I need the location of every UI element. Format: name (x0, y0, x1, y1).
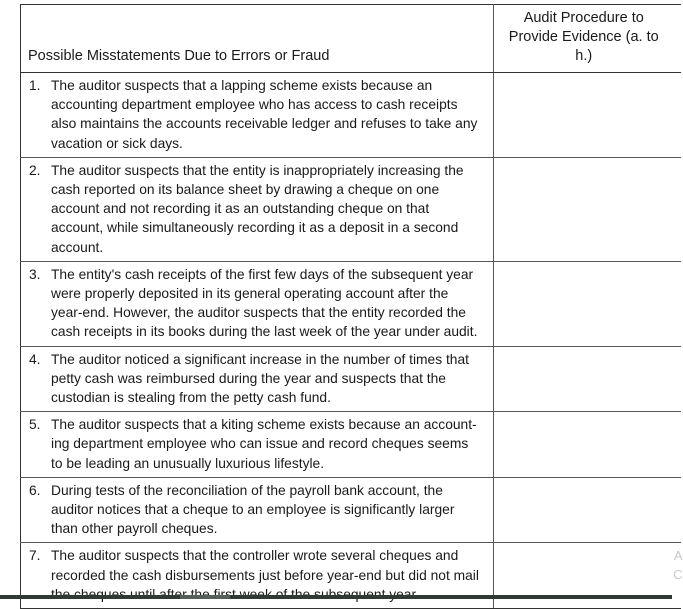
table-row (21, 261, 681, 346)
misstatement-text: The auditor noticed a significant increase in the number of times that petty cash was reimbursed during the year and suspects that the custodian is stealing from the petty cash fund. (51, 351, 469, 406)
edge-text-fragment: A C (673, 548, 683, 583)
column-header-audit-procedure-line2: Provide Evidence (a. to h.) (508, 29, 659, 64)
misstatement-cell (21, 73, 494, 158)
procedure-cell (494, 261, 681, 346)
row-number: 4. (29, 351, 41, 367)
procedure-cell (494, 157, 681, 261)
table-row (21, 412, 681, 478)
row-number: 1. (29, 78, 41, 93)
procedure-cell (494, 73, 681, 158)
column-header-audit-procedure-line1: Audit Procedure to (523, 10, 644, 26)
misstatement-text: The auditor suspects that the entity is inappropriately increasing the cash reported on its balance sheet by drawing a cheque on one account and not recording it as an outstanding cheque on that account, while simultaneously recording it as a deposit in a second account. (51, 162, 464, 255)
table-header-row (21, 5, 681, 73)
procedure-cell (494, 346, 681, 412)
misstatement-text: The auditor suspects that a kiting scheme exists because an account-ing department employee who can issue and record cheques seems to be leading an unusually luxurious lifestyle. (51, 417, 477, 471)
procedure-cell (494, 477, 681, 543)
bottom-edge-bar (0, 595, 672, 599)
misstatement-text: The auditor suspects that the controller wrote several cheques and recorded the cash disbursements just before year-end but did not mail (51, 548, 479, 583)
procedure-cell (494, 412, 681, 478)
column-header-audit-procedure (494, 5, 681, 73)
misstatement-cell (21, 477, 494, 543)
misstatement-text: During tests of the reconciliation of the payroll bank account, the auditor notices that a cheque to an employee is significantly larger than other payroll cheques. (51, 482, 455, 537)
table-row (21, 73, 681, 158)
row-number: 5. (29, 417, 41, 433)
table-row (21, 346, 681, 412)
table-row (21, 477, 681, 543)
row-number: 7. (29, 548, 41, 564)
row-number: 3. (29, 266, 41, 282)
misstatement-cell (21, 346, 494, 412)
misstatement-cell (21, 261, 494, 346)
column-header-misstatements: Possible Misstatements Due to Errors or Fraud (21, 5, 494, 73)
misstatement-cell (21, 157, 494, 261)
misstatement-cell (21, 412, 494, 478)
misstatement-text: The entity's cash receipts of the first few days of the subsequent year were properly deposited in its general operating account after the year-end. However, the auditor suspects that the entity recorded the cash receipts in its books during the last week of the year under audit. (51, 266, 478, 340)
bottom-edge-segment (180, 595, 230, 599)
table-row (21, 157, 681, 261)
row-number: 6. (29, 482, 41, 498)
misstatement-text: The auditor suspects that a lapping scheme exists because an accounting department employee who has access to cash receipts also maintains the accounts receivable ledger and refuses to take any vacation or sick days. (51, 78, 478, 151)
row-number: 2. (29, 162, 41, 178)
misstatements-table-container (20, 4, 683, 609)
misstatements-table (20, 4, 681, 609)
